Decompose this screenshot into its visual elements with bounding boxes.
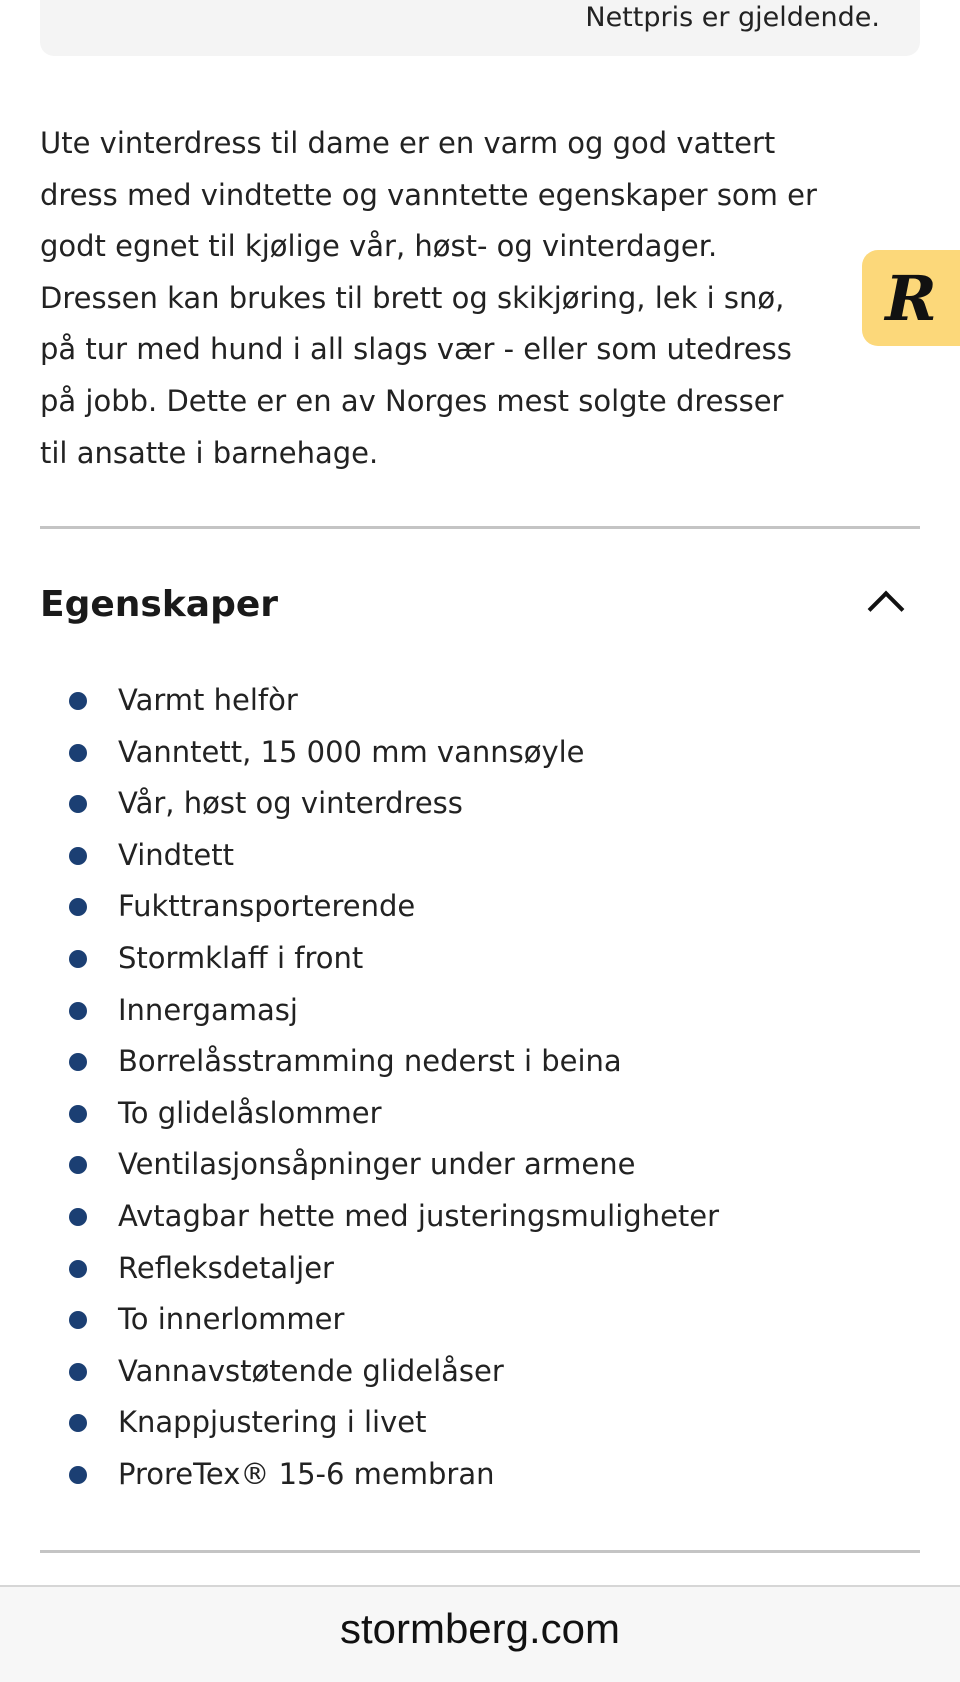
feature-label: Borrelåsstramming nederst i beina <box>118 1044 622 1079</box>
feature-item <box>0 1397 719 1449</box>
r-badge-button[interactable] <box>862 250 960 346</box>
feature-label: Vannavstøtende glidelåser <box>118 1353 504 1388</box>
feature-label: Stormklaff i front <box>118 940 364 975</box>
bullet-icon <box>69 847 87 865</box>
description-line: på jobb. Dette er en av Norges mest solgte dresser <box>40 383 784 418</box>
url-text[interactable]: stormberg.com <box>339 1605 621 1652</box>
feature-item <box>0 1243 719 1295</box>
feature-item <box>0 675 719 727</box>
feature-label: Avtagbar hette med justeringsmuligheter <box>118 1198 720 1233</box>
description-line: Ute vinterdress til dame er en varm og god vattert <box>40 126 776 160</box>
feature-label: ProreTex® 15-6 membran <box>118 1456 495 1491</box>
description-line: på tur med hund i all slags vær - eller som utedress <box>40 332 792 367</box>
divider <box>40 526 920 529</box>
bullet-icon <box>69 795 87 813</box>
bullet-icon <box>69 744 87 762</box>
feature-item <box>0 1191 719 1243</box>
feature-label: Refleksdetaljer <box>118 1250 334 1285</box>
bullet-icon <box>69 1466 87 1484</box>
bullet-icon <box>69 1002 87 1020</box>
browser-address-bar[interactable] <box>0 1585 960 1682</box>
feature-item <box>0 778 719 830</box>
bullet-icon <box>69 1311 87 1329</box>
bullet-icon <box>69 1260 87 1278</box>
description-line: Dressen kan brukes til brett og skikjøring, lek i snø, <box>40 280 785 315</box>
feature-item <box>0 830 719 882</box>
feature-item <box>0 1294 719 1346</box>
feature-label: Vindtett <box>118 837 234 872</box>
description-line: godt egnet til kjølige vår, høst- og vinterdager. <box>40 229 718 264</box>
bullet-icon <box>69 1105 87 1123</box>
price-info-box <box>40 0 920 56</box>
r-logo-icon: R <box>885 261 937 335</box>
feature-item <box>0 985 719 1037</box>
price-note: Nettpris er gjeldende. <box>585 2 880 33</box>
description-line: til ansatte i barnehage. <box>40 435 379 470</box>
feature-label: Knappjustering i livet <box>118 1405 427 1440</box>
bullet-icon <box>69 1156 87 1174</box>
feature-label: Ventilasjonsåpninger under armene <box>118 1147 636 1182</box>
bullet-icon <box>69 898 87 916</box>
feature-label: Varmt helfòr <box>118 683 298 717</box>
product-description <box>40 118 940 479</box>
bullet-icon <box>69 1414 87 1432</box>
feature-item <box>0 1088 719 1140</box>
feature-item <box>0 881 719 933</box>
bullet-icon <box>69 1363 87 1381</box>
divider <box>40 1550 920 1553</box>
features-list <box>0 675 719 1501</box>
bullet-icon <box>69 692 87 710</box>
feature-item <box>0 933 719 985</box>
feature-item <box>0 727 719 779</box>
feature-item <box>0 1139 719 1191</box>
description-line: dress med vindtette og vanntette egenskaper som er <box>40 177 817 212</box>
feature-label: Vanntett, 15 000 mm vannsøyle <box>118 734 585 769</box>
feature-label: To glidelåslommer <box>118 1095 382 1130</box>
bullet-icon <box>69 950 87 968</box>
feature-item <box>0 1346 719 1398</box>
feature-item <box>0 1449 719 1501</box>
feature-label: Innergamasj <box>118 992 298 1027</box>
chevron-up-icon[interactable] <box>868 591 905 628</box>
feature-item <box>0 1036 719 1088</box>
bullet-icon <box>69 1053 87 1071</box>
features-heading[interactable]: Egenskaper <box>40 584 279 625</box>
feature-label: Fukttransporterende <box>118 889 416 924</box>
bullet-icon <box>69 1208 87 1226</box>
feature-label: To innerlommer <box>118 1302 345 1337</box>
feature-label: Vår, høst og vinterdress <box>118 786 463 821</box>
